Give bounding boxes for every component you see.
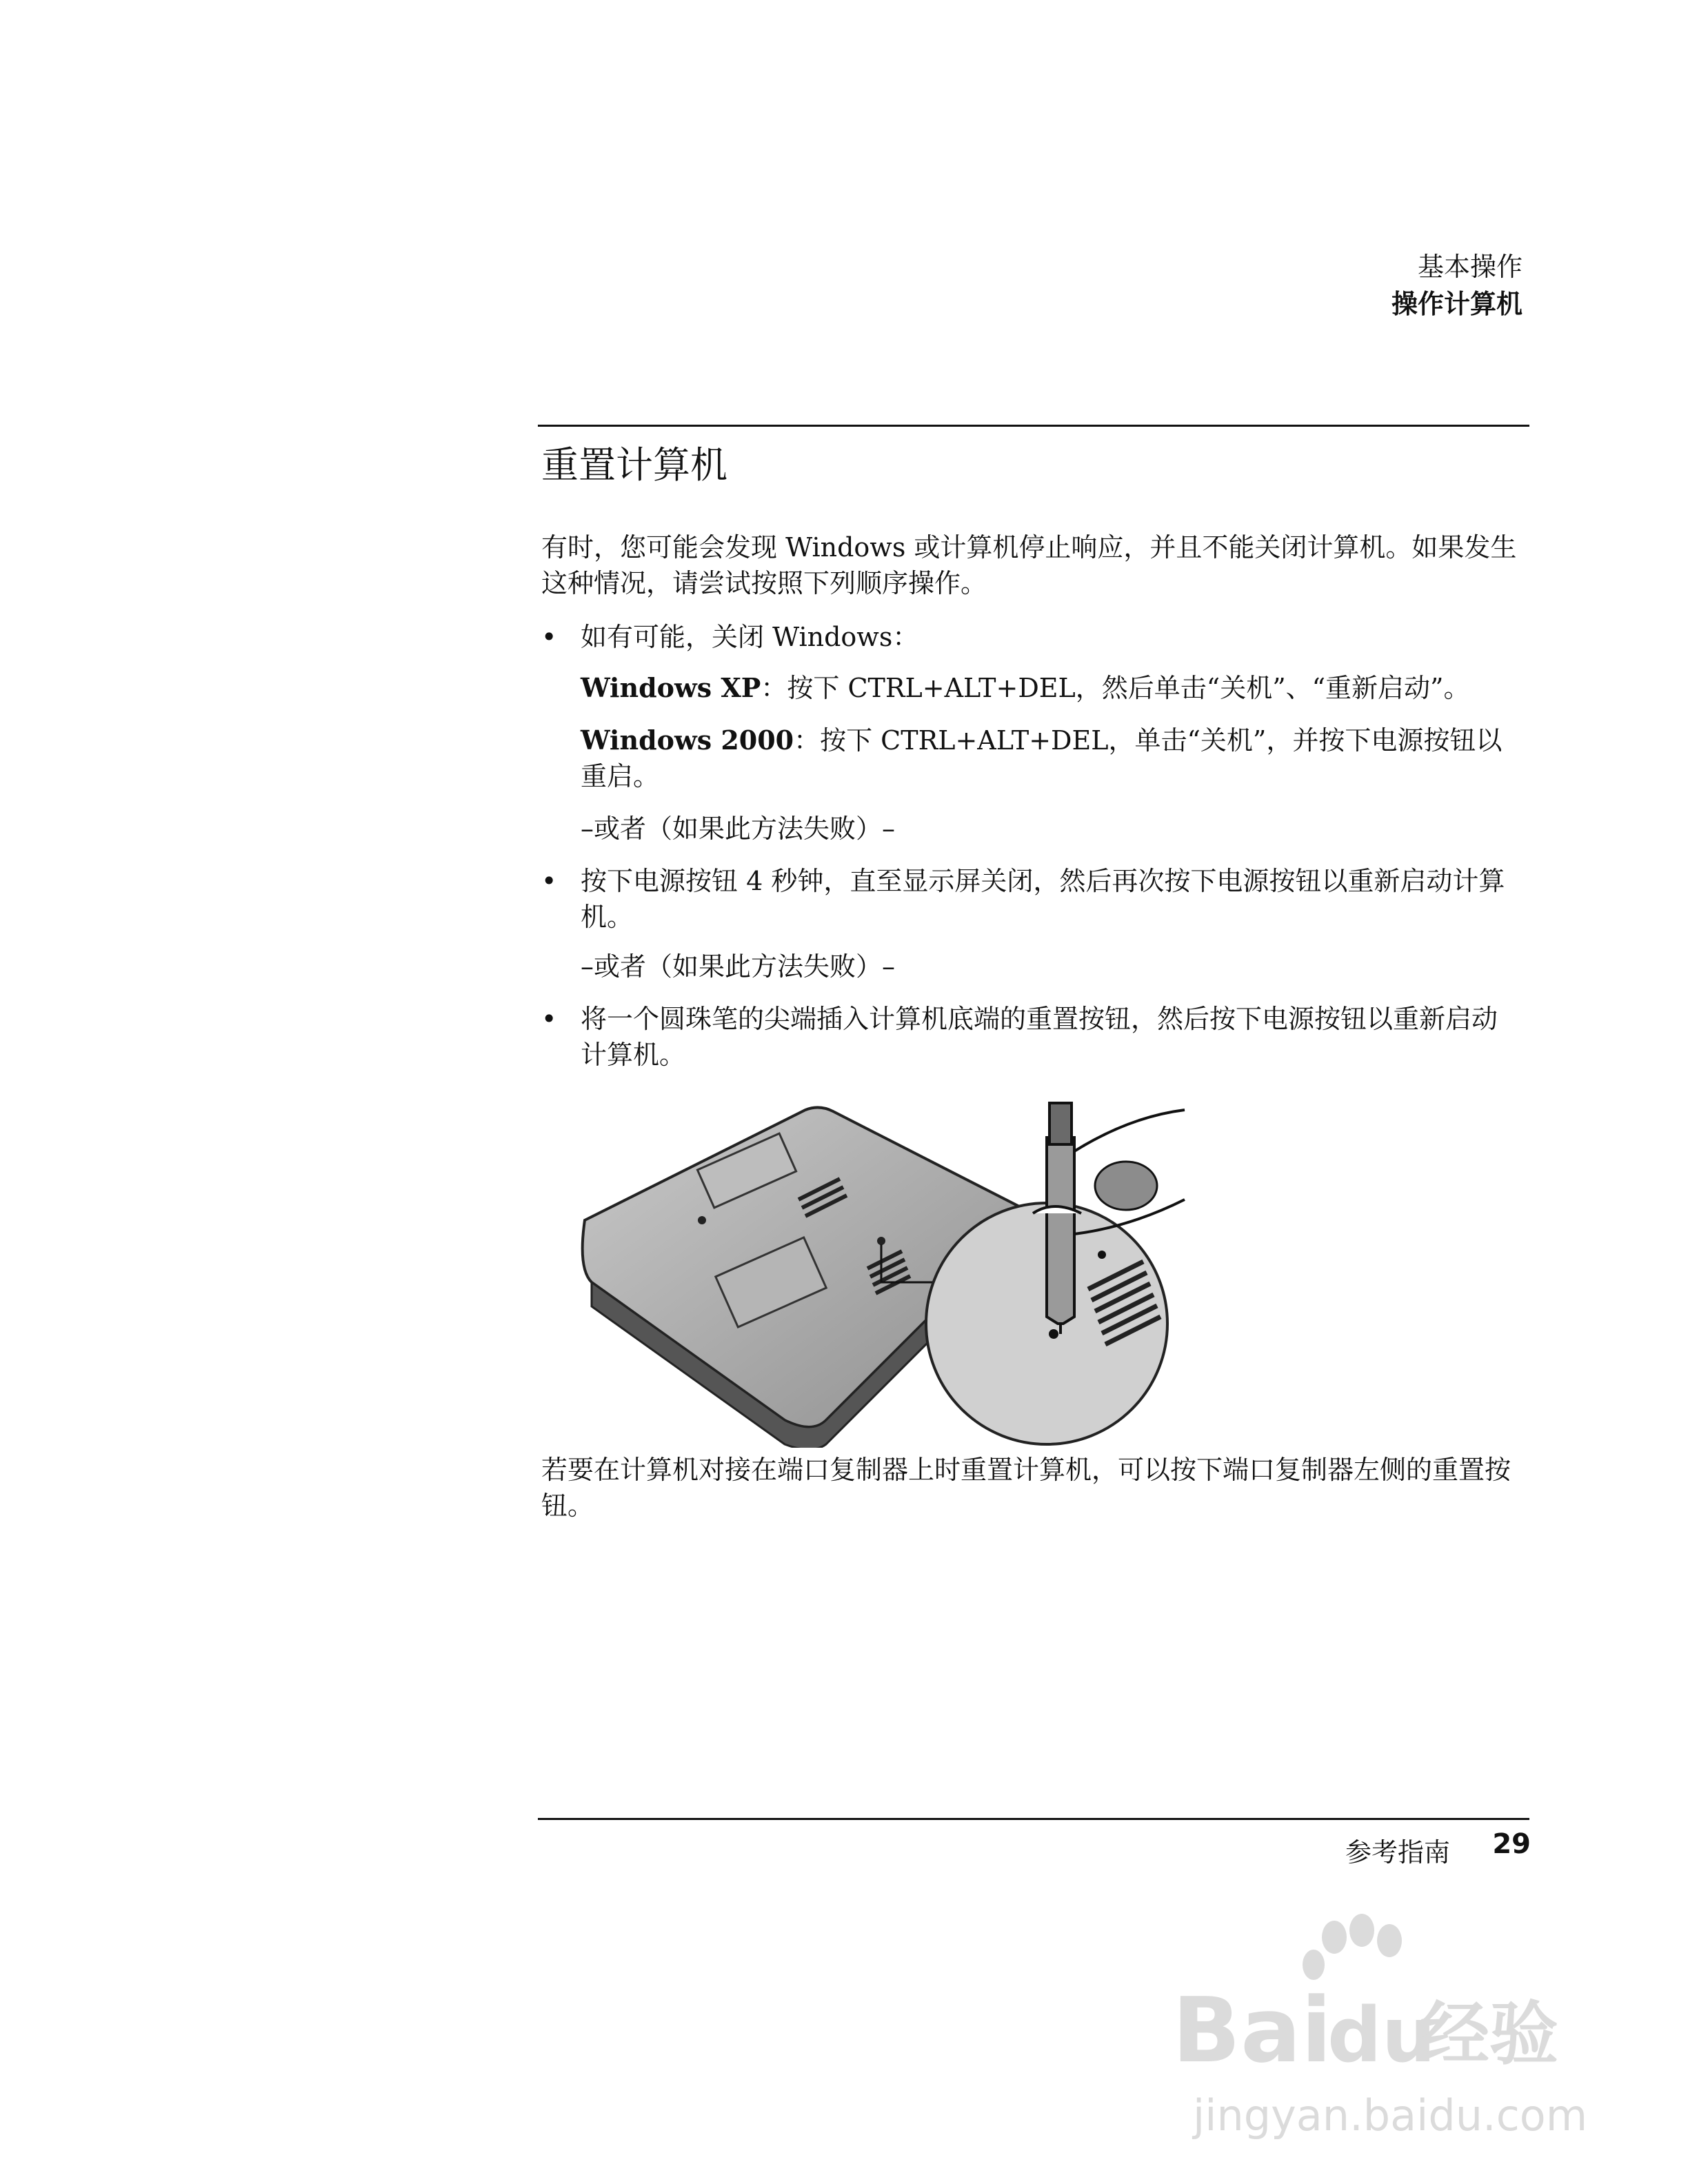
windows-2000-step <box>581 722 1520 794</box>
windows-xp-label: Windows XP <box>581 672 761 703</box>
windows-xp-step <box>581 670 1520 706</box>
reset-button-hole <box>1049 1329 1058 1339</box>
bullet-marker: • <box>541 1004 557 1034</box>
bullet-marker: • <box>541 866 557 896</box>
bullet-3-text: 将一个圆珠笔的尖端插入计算机底端的重置按钮，然后按下电源按钮以重新启动计算机。 <box>581 1004 1498 1070</box>
footer-label: 参考指南 <box>1345 1837 1450 1868</box>
reset-illustration <box>578 1096 1350 1448</box>
watermark-brand-latin: Bai <box>1172 1978 1332 2083</box>
page-number: 29 <box>1492 1828 1531 1860</box>
title-rule <box>538 425 1529 427</box>
intro-paragraph: 有时，您可能会发现 Windows 或计算机停止响应，并且不能关闭计算机。如果发生这种情况，请尝试按照下列顺序操作。 <box>541 532 1517 598</box>
bullet-1-text: 如有可能，关闭 Windows： <box>581 622 919 652</box>
footer-rule <box>538 1818 1529 1820</box>
running-header-chapter: 基本操作 <box>1417 252 1523 282</box>
baidu-watermark <box>1172 1910 1600 2172</box>
bullet-2-text: 按下电源按钮 4 秒钟，直至显示屏关闭，然后再次按下电源按钮以重新启动计算机。 <box>581 866 1505 932</box>
or-separator-1: –或者（如果此方法失败）– <box>581 813 896 844</box>
watermark-url: jingyan.baidu.com <box>1193 2090 1588 2141</box>
watermark-brand-du: du <box>1327 1991 1436 2079</box>
windows-2000-label: Windows 2000 <box>581 725 794 756</box>
windows-xp-text: ：按下 CTRL+ALT+DEL，然后单击“关机”、“重新启动”。 <box>761 673 1470 703</box>
or-separator-2: –或者（如果此方法失败）– <box>581 951 896 982</box>
paw-icon <box>1303 1914 1402 1980</box>
bullet-marker: • <box>541 622 557 652</box>
page-title: 重置计算机 <box>541 443 727 487</box>
watermark-brand-cn: 经验 <box>1420 1994 1558 2074</box>
closing-paragraph: 若要在计算机对接在端口复制器上时重置计算机，可以按下端口复制器左侧的重置按钮。 <box>541 1455 1511 1521</box>
windows-2000-text: ：按下 CTRL+ALT+DEL，单击“关机”，并按下电源按钮以重启。 <box>581 725 1503 791</box>
running-header-section: 操作计算机 <box>1391 289 1523 319</box>
